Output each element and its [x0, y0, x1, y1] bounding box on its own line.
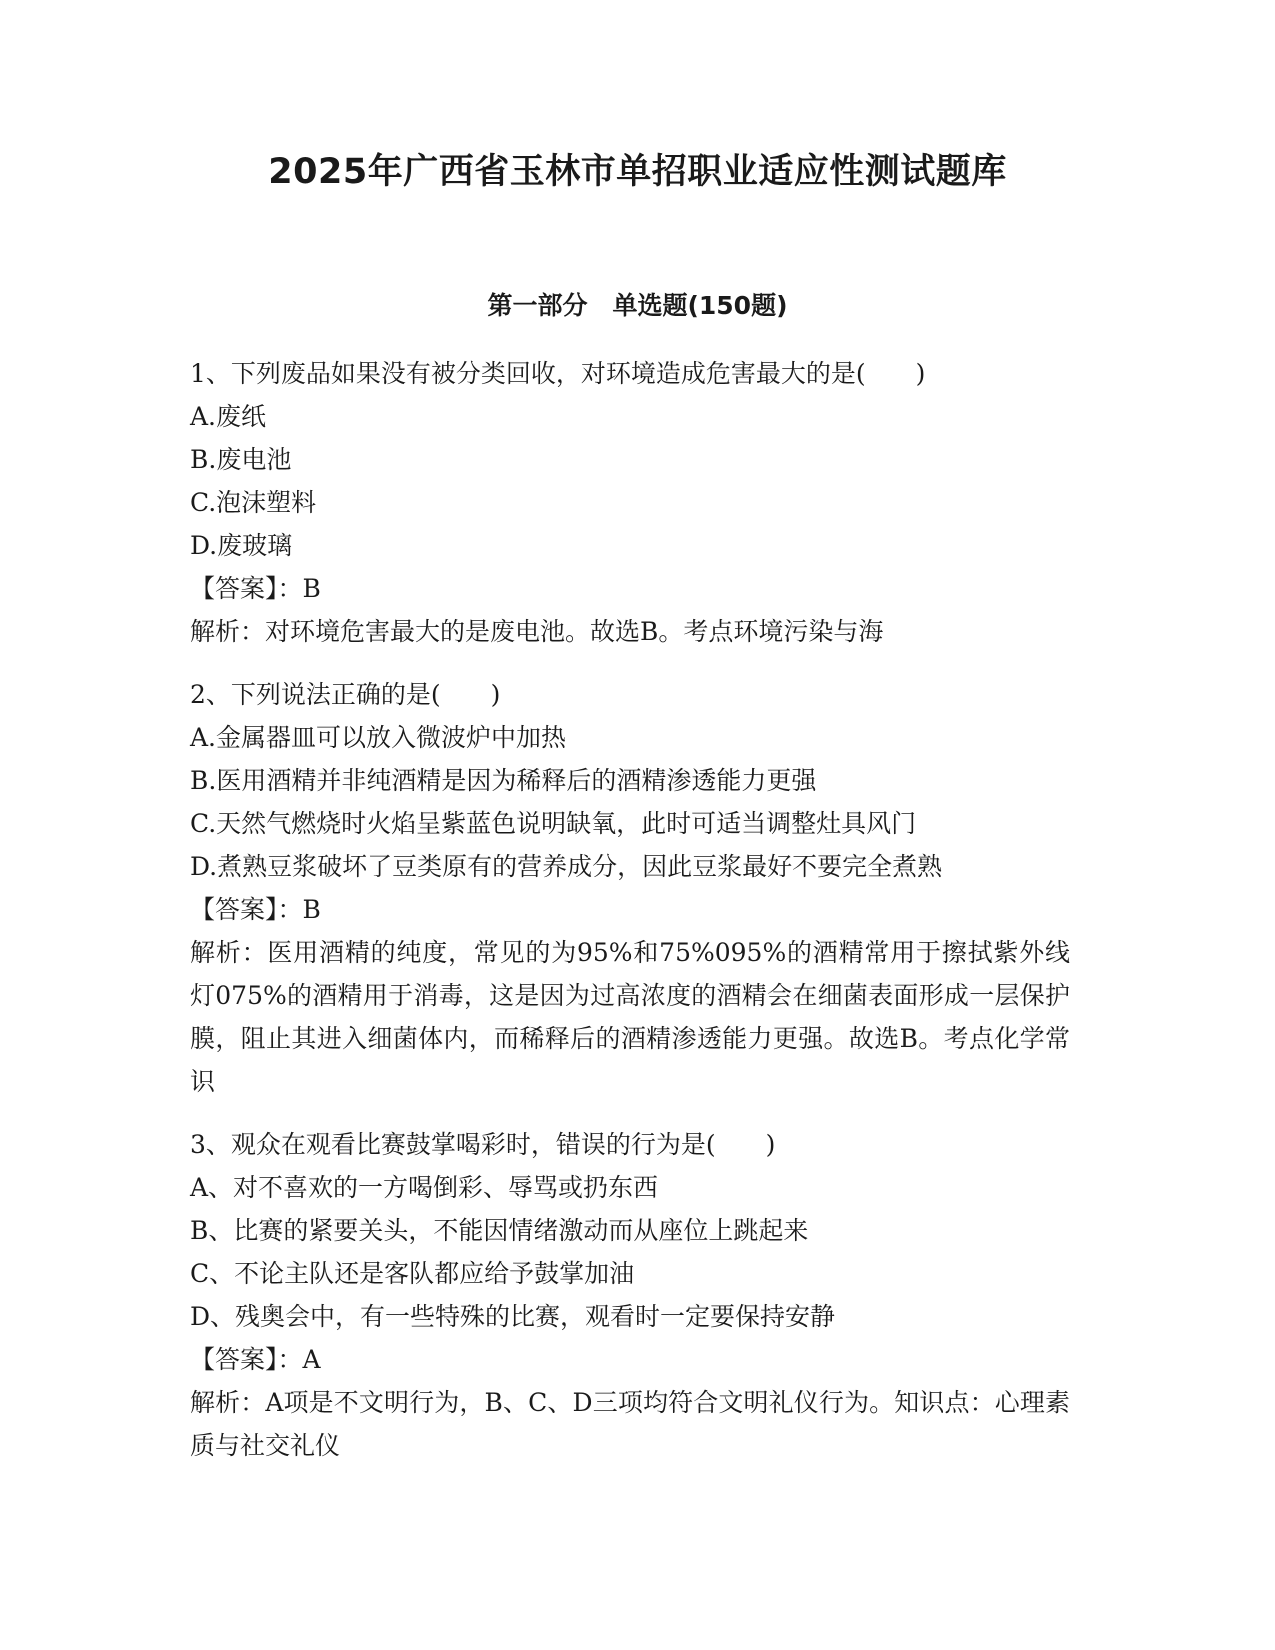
analysis-text: 解析：对环境危害最大的是废电池。故选B。考点环境污染与海	[190, 617, 884, 646]
question-stem: 3、观众在观看比赛鼓掌喝彩时，错误的行为是( )	[190, 1130, 776, 1159]
analysis-text: 解析：医用酒精的纯度，常见的为95%和75%095%的酒精常用于擦拭紫外线灯075%的酒精用于消毒，这是因为过高浓度的酒精会在细菌表面形成一层保护膜，阻止其进入细菌体内，而稀释后的酒精渗透能力更强。故选B。考点化学常识	[190, 938, 1070, 1096]
option-d: D.废玻璃	[190, 531, 293, 560]
question-1	[190, 352, 1070, 653]
option-c: C.天然气燃烧时火焰呈紫蓝色说明缺氧，此时可适当调整灶具风门	[190, 809, 917, 838]
question-2	[190, 673, 1070, 1103]
option-d: D.煮熟豆浆破坏了豆类原有的营养成分，因此豆浆最好不要完全煮熟	[190, 852, 943, 881]
option-b: B、比赛的紧要关头，不能因情绪激动而从座位上跳起来	[190, 1216, 809, 1245]
option-d: D、残奥会中，有一些特殊的比赛，观看时一定要保持安静	[190, 1302, 836, 1331]
question-3	[190, 1123, 1070, 1467]
option-a: A.金属器皿可以放入微波炉中加热	[190, 723, 567, 752]
document-title: 2025年广西省玉林市单招职业适应性测试题库	[268, 152, 1007, 192]
analysis-text: 解析：A项是不文明行为，B、C、D三项均符合文明礼仪行为。知识点：心理素质与社交礼仪	[190, 1388, 1070, 1460]
answer-line: 【答案】：B	[190, 895, 321, 924]
option-c: C.泡沫塑料	[190, 488, 317, 517]
answer-line: 【答案】：B	[190, 574, 321, 603]
question-stem: 1、下列废品如果没有被分类回收，对环境造成危害最大的是( )	[190, 359, 926, 388]
option-a: A.废纸	[190, 402, 267, 431]
section-title: 第一部分 单选题(150题)	[487, 291, 788, 320]
option-b: B.医用酒精并非纯酒精是因为稀释后的酒精渗透能力更强	[190, 766, 817, 795]
option-c: C、不论主队还是客队都应给予鼓掌加油	[190, 1259, 635, 1288]
question-list	[190, 352, 1070, 1487]
question-stem: 2、下列说法正确的是( )	[190, 680, 501, 709]
option-a: A、对不喜欢的一方喝倒彩、辱骂或扔东西	[190, 1173, 659, 1202]
option-b: B.废电池	[190, 445, 292, 474]
answer-line: 【答案】：A	[190, 1345, 321, 1374]
